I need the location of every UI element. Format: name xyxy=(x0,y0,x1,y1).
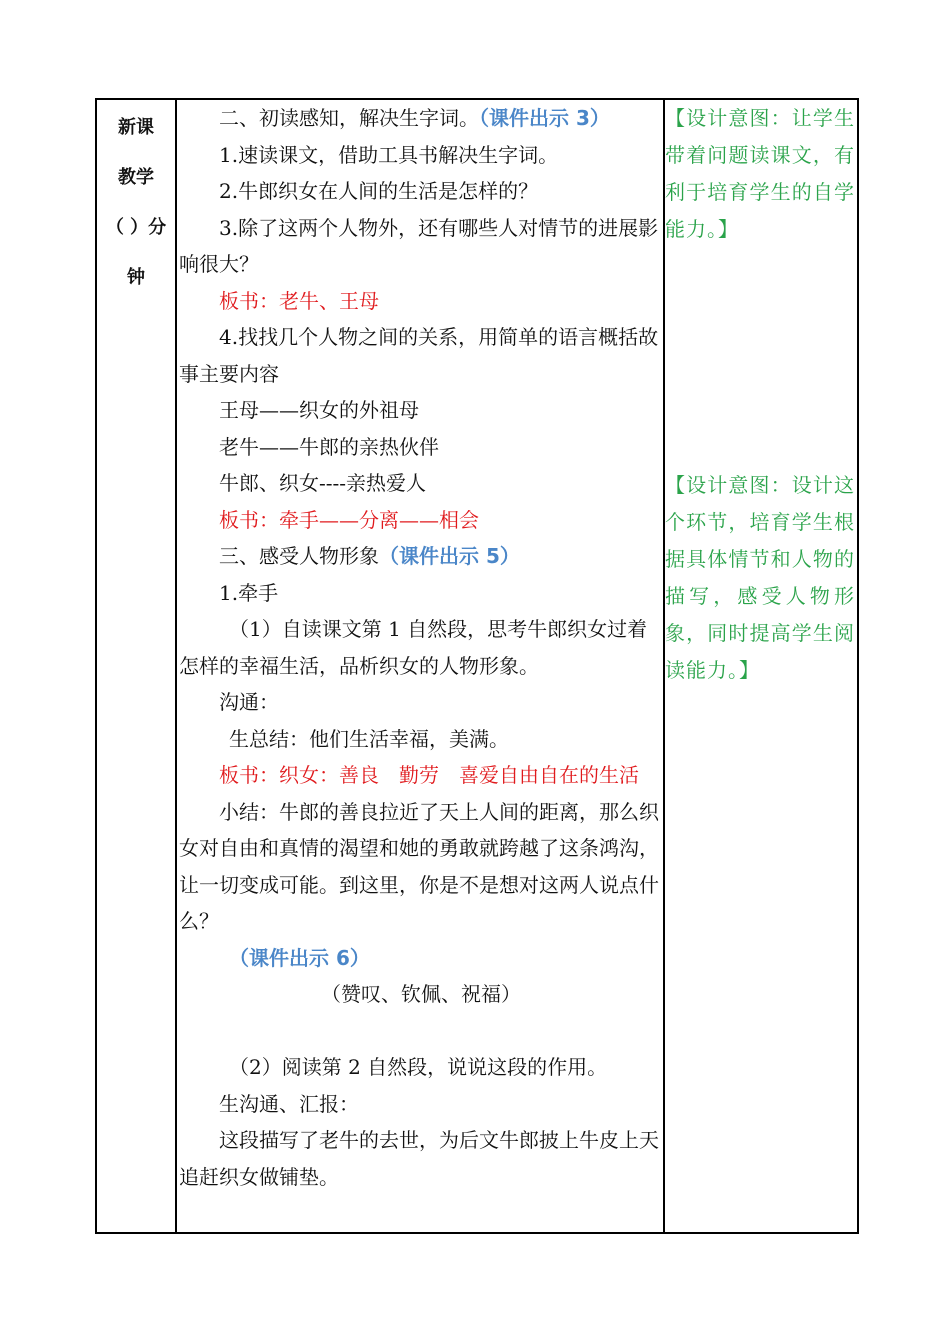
paragraph: （赞叹、钦佩、祝福） xyxy=(321,982,521,1006)
design-intent-cell xyxy=(664,99,858,1233)
blackboard-note: 板书：老牛、王母 xyxy=(219,288,379,313)
heading-text: 二、初读感知，解决生字词。 xyxy=(219,106,479,130)
relation-line: 王母——织女的外祖母 xyxy=(219,398,419,422)
paragraph: （1）自读课文第 1 自然段，思考牛郎织女过着怎样的幸福生活，品析织女的人物形象。 xyxy=(179,617,648,678)
table-row xyxy=(96,99,858,1233)
section-label-line: 钟 xyxy=(127,267,145,288)
paragraph: 3.除了这两个人物外，还有哪些人对情节的进展影响很大？ xyxy=(179,215,659,276)
design-intent-note: 【设计意图：让学生带着问题读课文，有利于培育学生的自学能力。】 xyxy=(665,106,855,241)
teaching-content-cell xyxy=(176,99,664,1233)
paragraph: 沟通： xyxy=(219,690,279,714)
paragraph-heading-2 xyxy=(179,100,663,137)
paragraph: 生总结：他们生活幸福，美满。 xyxy=(229,726,509,751)
paragraph: （2）阅读第 2 自然段，说说这段的作用。 xyxy=(229,1055,608,1079)
section-label-line: 教学 xyxy=(118,167,154,188)
paragraph: 生沟通、汇报： xyxy=(219,1091,359,1116)
section-label-cell xyxy=(96,99,176,1233)
relation-line: 老牛——牛郎的亲热伙伴 xyxy=(219,434,439,459)
design-intent-note: 【设计意图：设计这个环节，培育学生根据具体情节和人物的描写，感受人物形象，同时提高学生阅读能力。】 xyxy=(665,473,855,682)
courseware-tag: （课件出示 3） xyxy=(479,106,610,130)
courseware-tag: （课件出示 6） xyxy=(229,945,370,970)
blackboard-note: 板书：织女：善良 勤劳 喜爱自由自在的生活 xyxy=(219,763,639,787)
heading-text: 三、感受人物形象 xyxy=(219,544,379,568)
paragraph: 1.牵手 xyxy=(219,580,279,605)
paragraph-heading-3 xyxy=(179,538,663,575)
relation-line: 牛郎、织女----亲热爱人 xyxy=(219,471,427,495)
summary-paragraph: 小结：牛郎的善良拉近了天上人间的距离，那么织女对自由和真情的渴望和她的勇敢就跨越了这条鸿沟，让一切变成可能。到这里，你是不是想对这两人说点什么？ xyxy=(179,799,659,933)
section-label xyxy=(97,100,175,300)
courseware-tag: （课件出示 5） xyxy=(379,544,520,568)
section-label-line: 新课 xyxy=(118,117,154,138)
blackboard-note: 板书：牵手——分离——相会 xyxy=(219,507,479,532)
paragraph: 这段描写了老牛的去世，为后文牛郎披上牛皮上天追赶织女做铺垫。 xyxy=(179,1128,659,1189)
blank-line xyxy=(179,1013,663,1050)
paragraph: 2.牛郎织女在人间的生活是怎样的？ xyxy=(219,179,539,203)
teaching-content xyxy=(177,100,663,1195)
paragraph: 1.速读课文，借助工具书解决生字词。 xyxy=(219,142,559,167)
lesson-plan-table xyxy=(95,98,859,1234)
section-label-line: （ ）分 xyxy=(105,217,167,238)
paragraph: 4.找找几个人物之间的关系，用简单的语言概括故事主要内容 xyxy=(179,325,659,386)
